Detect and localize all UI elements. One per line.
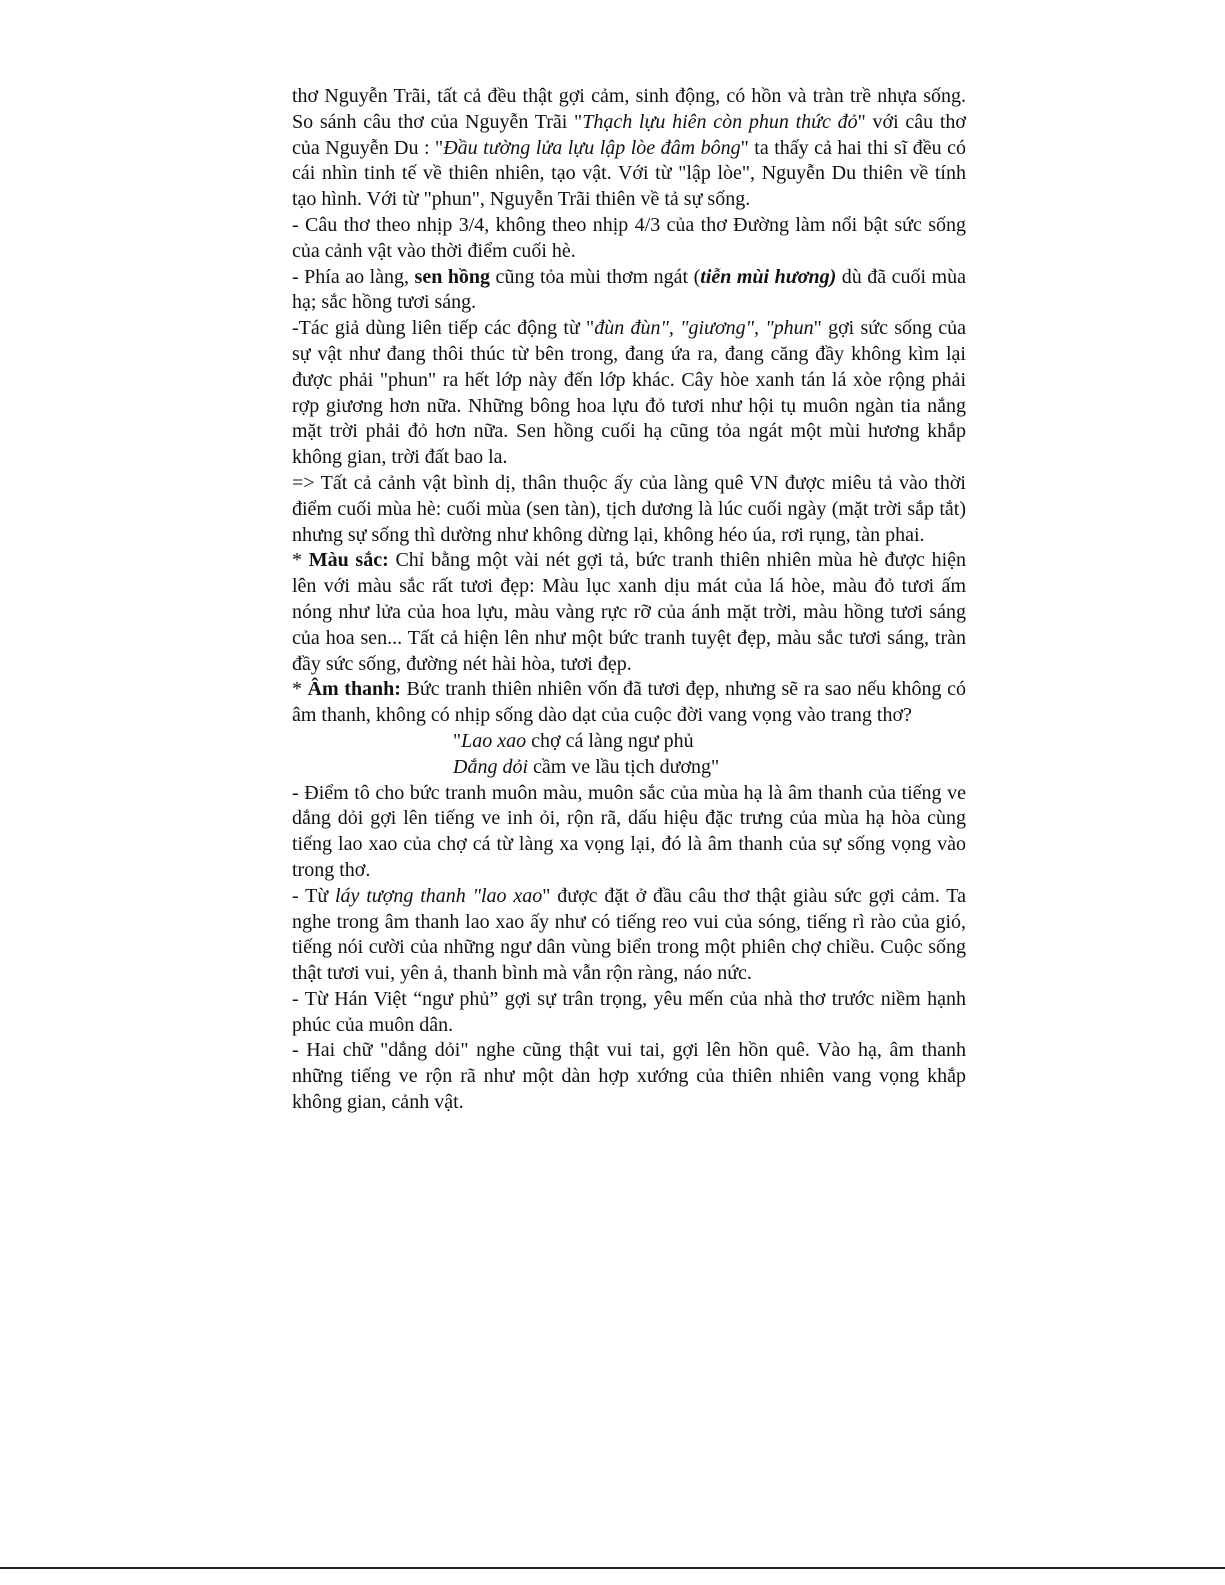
italic-lay-tuong-thanh: láy tượng thanh "lao xao <box>335 884 543 907</box>
paragraph-dang-doi <box>292 1038 966 1115</box>
bold-sen-hong: sen hồng <box>414 265 491 288</box>
italic-verbs: đùn đùn", "giương", "phun <box>594 317 814 340</box>
text-run: thơ Nguyễn Trãi, tất cả đều thật gợi cảm, sinh động, có hồn và tràn trề nhựa sống. So sánh câu thơ của Nguyễn Trãi " <box>292 85 966 133</box>
text-run: - Từ <box>292 884 335 907</box>
document-body <box>292 84 966 1116</box>
paragraph-ngu-phu <box>292 987 966 1039</box>
text-run: " được đặt ở đầu câu thơ thật giàu sức gợi cảm. Ta nghe trong âm thanh lao xao ấy như có tiếng reo vui của sóng, tiếng rì rào của gió, tiếng nói cười của những ngư dân vùng biển trong một phiên chợ chiều. Cuộc sống thật tươi vui, yên ả, thanh bình mà vẫn rộn ràng, náo nức. <box>292 884 967 985</box>
text-run: - Hai chữ "dắng dỏi" nghe cũng thật vui tai, gợi lên hồn quê. Vào hạ, âm thanh những tiếng ve rộn rã như một dàn hợp xướng của thiên nhiên vang vọng khắp không gian, cảnh vật. <box>292 1039 966 1114</box>
text-run: - Điểm tô cho bức tranh muôn màu, muôn sắc của mùa hạ là âm thanh của tiếng ve dắng dỏi gợi lên tiếng ve inh ỏi, rộn rã, dấu hiệu đặc trưng của mùa hạ hòa cùng tiếng lao xao của chợ cá từ làng xa vọng lại, đó là âm thanh của sự sống vọng vào trong thơ. <box>292 781 966 881</box>
verse-line-1 <box>292 729 966 755</box>
text-run: cầm ve lầu tịch dương" <box>528 755 720 778</box>
bold-heading-am-thanh: Âm thanh: <box>307 678 401 701</box>
paragraph-mau-sac <box>292 548 966 677</box>
page-bottom-border <box>0 1567 1225 1569</box>
text-run: - Phía ao làng, <box>292 265 415 288</box>
bold-italic-tien-mui-huong: tiễn mùi hương) <box>700 265 837 288</box>
text-run: Chỉ bằng một vài nét gợi tả, bức tranh thiên nhiên mùa hè được hiện lên với màu sắc rất tươi đẹp: Màu lục xanh dịu mát của lá hòe, màu đỏ tươi ấm nóng như lửa của hoa lựu, màu vàng rực rỡ của ánh mặt trời, màu hồng tươi sáng của hoa sen... Tất cả hiện lên như một bức tranh tuyệt đẹp, màu sắc tươi sáng, tràn đầy sức sống, đường nét hài hòa, tươi đẹp. <box>292 549 966 675</box>
paragraph-lao-xao <box>292 884 966 987</box>
text-run: - Từ Hán Việt “ngư phủ” gợi sự trân trọng, yêu mến của nhà thơ trước niềm hạnh phúc của muôn dân. <box>292 987 966 1036</box>
text-run: -Tác giả dùng liên tiếp các động từ " <box>292 317 595 340</box>
paragraph-conclusion-canh-vat <box>292 471 966 548</box>
text-run: * <box>292 549 309 572</box>
text-run: dù đã cuối mùa hạ; sắc hồng tươi sáng. <box>292 265 966 314</box>
italic-lao-xao: Lao xao <box>461 729 527 752</box>
bold-heading-mau-sac: Màu sắc: <box>308 549 389 572</box>
paragraph-am-thanh <box>292 677 966 729</box>
verse-line-2 <box>292 755 966 781</box>
paragraph-diem-to <box>292 781 966 884</box>
text-run: - Câu thơ theo nhịp 3/4, không theo nhịp 4/3 của thơ Đường làm nổi bật sức sống của cảnh vật vào thời điểm cuối hè. <box>292 213 966 262</box>
text-run: cũng tỏa mùi thơm ngát ( <box>490 265 701 288</box>
paragraph-dong-tu <box>292 316 966 471</box>
text-run: * <box>292 678 308 701</box>
paragraph-rhythm <box>292 213 966 265</box>
text-run: Bức tranh thiên nhiên vốn đã tươi đẹp, nhưng sẽ ra sao nếu không có âm thanh, không có nhịp sống dào dạt của cuộc đời vang vọng vào trang thơ? <box>292 678 967 727</box>
text-run: chợ cá làng ngư phủ <box>526 729 694 752</box>
paragraph-sen-hong <box>292 265 966 317</box>
italic-quote-thach-luu: Thạch lựu hiên còn phun thức đỏ <box>582 110 858 133</box>
text-run: " ta thấy cả hai thi sĩ đều có cái nhìn tinh tế về thiên nhiên, tạo vật. Với từ "lập lòe", Nguyễn Du thiên về tính tạo hình. Với từ "phun", Nguyễn Trãi thiên về tả sự sống. <box>292 136 966 211</box>
text-run: " <box>453 729 462 752</box>
text-run: => Tất cả cảnh vật bình dị, thân thuộc ấy của làng quê VN được miêu tả vào thời điểm cuối mùa hè: cuối mùa (sen tàn), tịch dương là lúc cuối ngày (mặt trời sắp tắt) nhưng sự sống thì dường như không dừng lại, không héo úa, rơi rụng, tàn phai. <box>292 471 966 546</box>
text-run: " với câu thơ của Nguyễn Du : " <box>292 110 967 159</box>
paragraph-nguyen-trai-comparison <box>292 84 966 213</box>
italic-quote-dau-tuong: Đầu tường lửa lựu lập lòe đâm bông <box>443 136 741 159</box>
italic-dang-doi: Dắng dỏi <box>453 755 528 778</box>
text-run: " gợi sức sống của sự vật như đang thôi thúc từ bên trong, đang ứa ra, đang căng đầy không kìm lại được phải "phun" ra hết lớp này đến lớp khác. Cây hòe xanh tán lá xòe rộng phải rợp giương hơn nữa. Những bông hoa lựu đỏ tươi như hội tụ muôn ngàn tia nắng mặt trời phải đỏ hơn nữa. Sen hồng cuối hạ cũng tỏa ngát một mùi hương khắp không gian, trời đất bao la. <box>292 317 966 469</box>
